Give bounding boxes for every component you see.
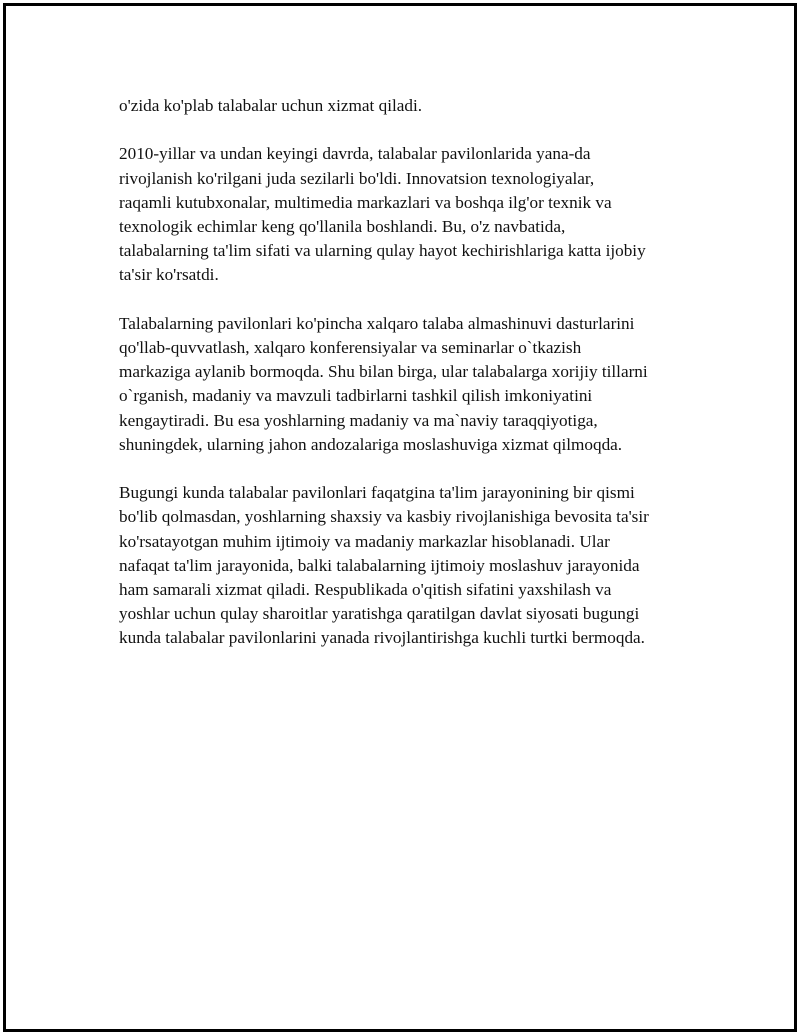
document-body xyxy=(119,94,699,675)
text-line: kunda talabalar pavilonlarini yanada rivojlantirishga kuchli turtki bermoqda. xyxy=(119,628,645,648)
text-line: o`rganish, madaniy va mavzuli tadbirlarni tashkil qilish imkoniyatini xyxy=(119,386,593,406)
text-line: ta'sir ko'rsatdi. xyxy=(119,265,219,285)
paragraph-1 xyxy=(119,94,699,118)
text-line: kengaytiradi. Bu esa yoshlarning madaniy va ma`naviy taraqqiyotiga, xyxy=(119,410,598,430)
text-line: qo'llab-quvvatlash, xalqaro konferensiyalar va seminarlar o`tkazish xyxy=(119,338,582,357)
document-page xyxy=(3,3,797,1032)
text-line: o'zida ko'plab talabalar uchun xizmat qiladi. xyxy=(119,96,423,115)
text-line: ko'rsatayotgan muhim ijtimoiy va madaniy markazlar hisoblanadi. Ular xyxy=(119,531,610,551)
text-line: Bugungi kunda talabalar pavilonlari faqatgina ta'lim jarayonining bir qismi xyxy=(119,483,635,503)
paragraph-4 xyxy=(119,481,699,650)
text-line: 2010-yillar va undan keyingi davrda, talabalar pavilonlarida yana-da xyxy=(119,144,591,164)
text-line: talabalarning ta'lim sifati va ularning qulay hayot kechirishlariga katta ijobiy xyxy=(119,241,646,261)
text-line: ham samarali xizmat qiladi. Respublikada o'qitish sifatini yaxshilash va xyxy=(119,580,612,600)
text-line: raqamli kutubxonalar, multimedia markazlari va boshqa ilg'or texnik va xyxy=(119,192,612,212)
text-line: nafaqat ta'lim jarayonida, balki talabalarning ijtimoiy moslashuv jarayonida xyxy=(119,555,640,575)
text-line: rivojlanish ko'rilgani juda sezilarli bo'ldi. Innovatsion texnologiyalar, xyxy=(119,168,595,188)
text-line: Talabalarning pavilonlari ko'pincha xalqaro talaba almashinuvi dasturlarini xyxy=(119,313,635,333)
text-line: bo'lib qolmasdan, yoshlarning shaxsiy va kasbiy rivojlanishiga bevosita ta'sir xyxy=(119,507,649,527)
text-line: shuningdek, ularning jahon andozalariga moslashuviga xizmat qilmoqda. xyxy=(119,434,623,454)
paragraph-2 xyxy=(119,142,699,287)
text-line: markaziga aylanib bormoqda. Shu bilan birga, ular talabalarga xorijiy tillarni xyxy=(119,362,648,382)
text-line: yoshlar uchun qulay sharoitlar yaratishga qaratilgan davlat siyosati bugungi xyxy=(119,604,640,624)
paragraph-3 xyxy=(119,312,699,457)
text-line: texnologik echimlar keng qo'llanila boshlandi. Bu, o'z navbatida, xyxy=(119,217,566,236)
